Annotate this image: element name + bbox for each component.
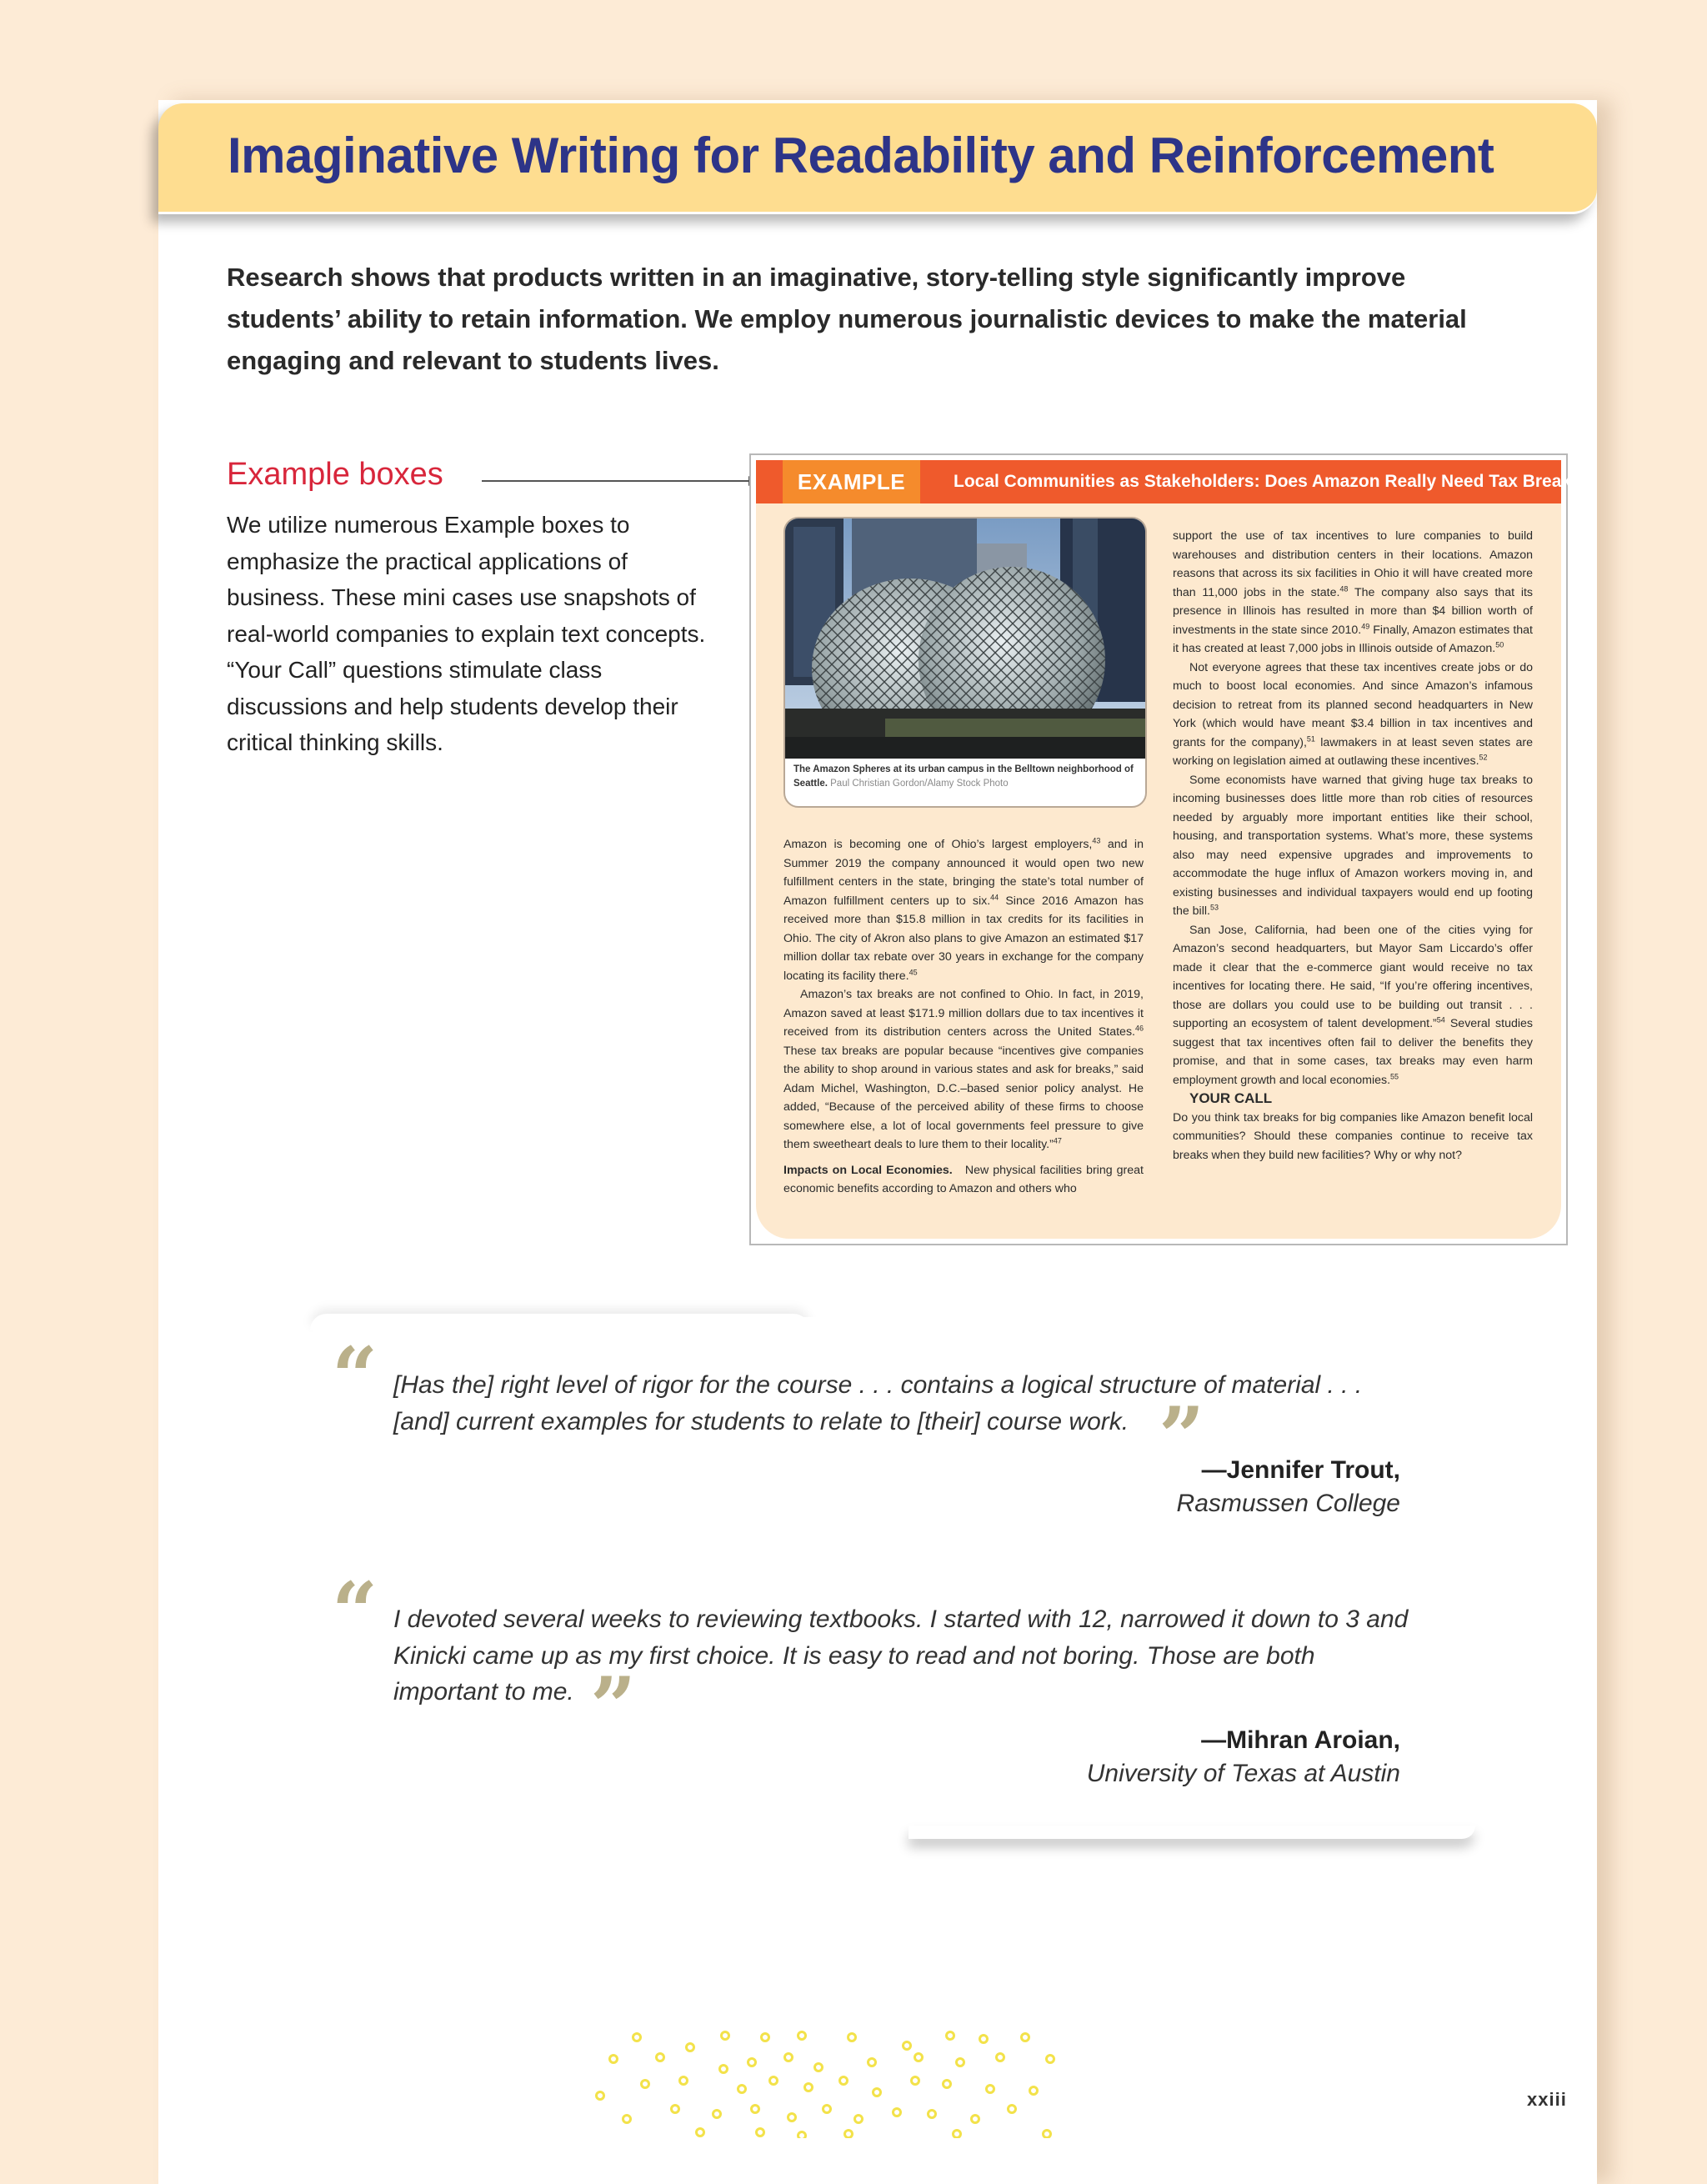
example-header-bar	[756, 460, 1592, 503]
quote-2-text	[393, 1601, 1419, 1711]
close-quote-icon-2: ”	[590, 1660, 637, 1754]
quote-1-body: [Has the] right level of rigor for the course . . . contains a logical structure of material . . . [and] current examples for students to relate to [their] course work.	[393, 1371, 1363, 1435]
leader-line	[482, 480, 753, 482]
open-quote-icon: “	[332, 1330, 378, 1424]
quote-card-shadow-bottom	[909, 1826, 1475, 1839]
photo-credit: Paul Christian Gordon/Alamy Stock Photo	[830, 779, 1009, 789]
example-boxes-description: We utilize numerous Example boxes to emphasize the practical applications of business. These mini cases use snapshots of real-world companies to explain text concepts. “Your Call” questions stimulate class discussions and help students develop their critical thinking skills.	[227, 512, 706, 755]
quote-2-school: University of Texas at Austin	[1086, 1760, 1400, 1787]
example-box	[749, 453, 1592, 1245]
intro-paragraph: Research shows that products written in an imaginative, story-telling style significantly improve students’ ability to retain information. We employ numerous journalistic devices to make the material engaging and relevant to students lives.	[227, 263, 1467, 375]
left-paragraph-3-text: New physical facilities bring great economic benefits according to Amazon and others who	[783, 1163, 1144, 1195]
decorative-dots	[583, 2026, 1075, 2138]
impacts-subhead: Impacts on Local Economies.	[783, 1163, 953, 1177]
title-banner	[158, 103, 1597, 214]
right-paragraph-4: San Jose, California, had been one of the cities vying for Amazon’s second headquarters, but Mayor Sam Liccardo’s offer made it clear that the e-commerce giant would receive no tax incentives for locating there. He said, “If you’re offering incentives, those are dollars you could use to be building out transit . . . supporting an ecosystem of talent development.”$^{54}$ Several studies suggest that tax incentives often fail to deliver the benefits they promise, and that in some cases, tax breaks may even harm employment growth and local economies.$^{55}$	[1173, 923, 1533, 1087]
example-boxes-heading: Example boxes	[227, 457, 443, 492]
right-paragraph-3: Some economists have warned that giving huge tax breaks to incoming businesses does little more than rob cities of resources needed by arguably more important entities like their school, housing, and transportation systems. What’s more, these systems also may need expensive upgrades and improvements to accommodate the huge influx of Amazon workers moving in, and existing businesses and individual taxpayers would end up footing the bill.$^{53}$	[1173, 773, 1533, 918]
spheres-image	[785, 518, 1145, 759]
quote-2-body: I devoted several weeks to reviewing textbooks. I started with 12, narrowed it down to 3 and Kinicki came up as my first choice. It is easy to read and not boring. Those are both important to me.	[393, 1605, 1409, 1706]
example-right-column	[1173, 527, 1533, 1165]
example-left-column	[783, 835, 1144, 1199]
example-title: Local Communities as Stakeholders: Does Amazon Really Need Tax Breaks?	[954, 472, 1592, 491]
photo-caption-text: The Amazon Spheres at its urban campus in the Belltown neighborhood of Seattle.	[793, 764, 1134, 789]
quote-1-text	[393, 1367, 1419, 1440]
your-call-heading: YOUR CALL	[1189, 1090, 1273, 1106]
right-paragraph-2: Not everyone agrees that these tax incentives create jobs or do much to boost local economies. And since Amazon’s infamous decision to retreat from its planned second headquarters in New York (which would have meant $3.4 billion in tax incentives and grants for the company),$^{51}$ lawmakers in at least seven states are working on legislation aimed at outlawing these incentives.$^{52}$	[1173, 660, 1533, 768]
open-quote-icon-2: “	[332, 1565, 378, 1659]
close-quote-icon: ”	[1159, 1390, 1205, 1484]
left-paragraph-2: Amazon’s tax breaks are not confined to Ohio. In fact, in 2019, Amazon saved at least $171.9 million dollars due to tax incentives it received from its distribution centers across the United States.$^{46}$ These tax breaks are popular because “incentives give companies the ability to shop around in various states and ask for breaks,” said Adam Michel, Washington, D.C.–based senior policy analyst. He added, “Because of the perceived ability of these firms to choose somewhere else, a lot of local governments feel pressure to give them sweetheart deals to lure them to their locality.”$^{47}$	[783, 988, 1144, 1151]
left-paragraph-3	[783, 1161, 1144, 1199]
quote-2-attribution	[1087, 1724, 1400, 1791]
quote-1-attribution	[1177, 1454, 1400, 1520]
page-title: Imaginative Writing for Readability and Reinforcement	[228, 128, 1494, 183]
amazon-spheres-photo	[783, 517, 1147, 808]
right-paragraph-1: support the use of tax incentives to lure companies to build warehouses and distribution centers in their locations. Amazon reasons that across its six facilities in Ohio it will have created more than 11,000 jobs in the state.$^{48}$ The company also says that its presence in Illinois has resulted in more than $4 billion worth of investments in the state since 2010.49 Finally, Amazon estimates that it has created at least 7,000 jobs in Illinois outside of Amazon.$^{50}$	[1173, 529, 1534, 655]
photo-caption	[793, 763, 1135, 791]
left-paragraph-1: Amazon is becoming one of Ohio’s largest employers,$^{43}$ and in Summer 2019 the company announced it would open two new fulfillment centers in the state, bringing the state’s total number of Amazon fulfillment centers up to six.$^{44}$ Since 2016 Amazon has received more than $15.8 million in tax credits for its facilities in Ohio. The city of Akron also plans to give Amazon an estimated $17 million dollar tax rebate over 30 years in exchange for the company locating its facility there.$^{45}$	[783, 836, 1144, 983]
example-label: EXAMPLE	[783, 460, 920, 503]
quote-2-author: —Mihran Aroian,	[1201, 1726, 1400, 1754]
your-call-text: Do you think tax breaks for big companies like Amazon benefit local communities? Should these companies continue to receive tax breaks when they build new facilities? Why or why not?	[1173, 1110, 1533, 1162]
example-box-body	[756, 460, 1592, 1239]
quote-1-school: Rasmussen College	[1176, 1490, 1400, 1517]
page-number: xxiii	[1527, 2089, 1567, 2110]
quote-1-author: —Jennifer Trout,	[1201, 1456, 1400, 1484]
